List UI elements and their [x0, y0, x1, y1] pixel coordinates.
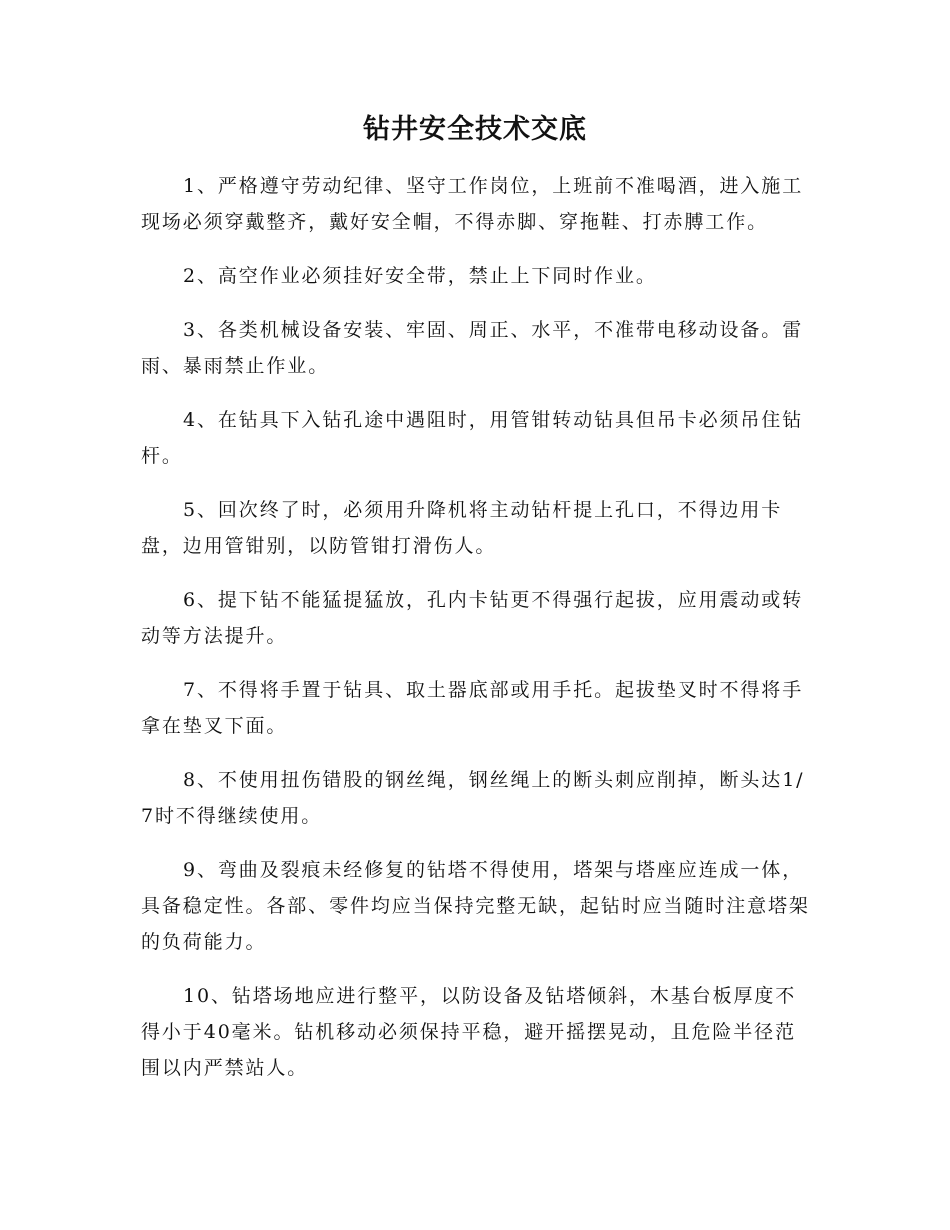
- document-title: 钻井安全技术交底: [363, 114, 587, 145]
- paragraph-6: 6、提下钻不能猛提猛放，孔内卡钻更不得强行起拔，应用震动或转动等方法提升。: [141, 589, 804, 647]
- paragraph-1: 1、严格遵守劳动纪律、坚守工作岗位，上班前不准喝酒，进入施工现场必须穿戴整齐，戴好安全帽，不得赤脚、穿拖鞋、打赤膊工作。: [141, 175, 804, 233]
- paragraph-8: 8、不使用扭伤错股的钢丝绳，钢丝绳上的断头刺应削掉，断头达1/7时不得继续使用。: [141, 769, 805, 827]
- document-body: [141, 168, 811, 1104]
- paragraph-5: 5、回次终了时，必须用升降机将主动钻杆提上孔口，不得边用卡盘，边用管钳别，以防管钳打滑伤人。: [141, 499, 783, 557]
- paragraph-2: 2、高空作业必须挂好安全带，禁止上下同时作业。: [183, 265, 657, 287]
- paragraph-10: 10、钻塔场地应进行整平，以防设备及钻塔倾斜，木基台板厚度不得小于40毫米。钻机移动必须保持平稳，避开摇摆晃动，且危险半径范围以内严禁站人。: [141, 985, 797, 1079]
- paragraph-9: 9、弯曲及裂痕未经修复的钻塔不得使用，塔架与塔座应连成一体，具备稳定性。各部、零件均应当保持完整无缺，起钻时应当随时注意塔架的负荷能力。: [141, 859, 810, 953]
- paragraph-4: 4、在钻具下入钻孔途中遇阻时，用管钳转动钻具但吊卡必须吊住钻杆。: [141, 409, 804, 467]
- paragraph-3: 3、各类机械设备安装、牢固、周正、水平，不准带电移动设备。雷雨、暴雨禁止作业。: [141, 319, 804, 377]
- paragraph-7: 7、不得将手置于钻具、取土器底部或用手托。起拔垫叉时不得将手拿在垫叉下面。: [141, 679, 804, 737]
